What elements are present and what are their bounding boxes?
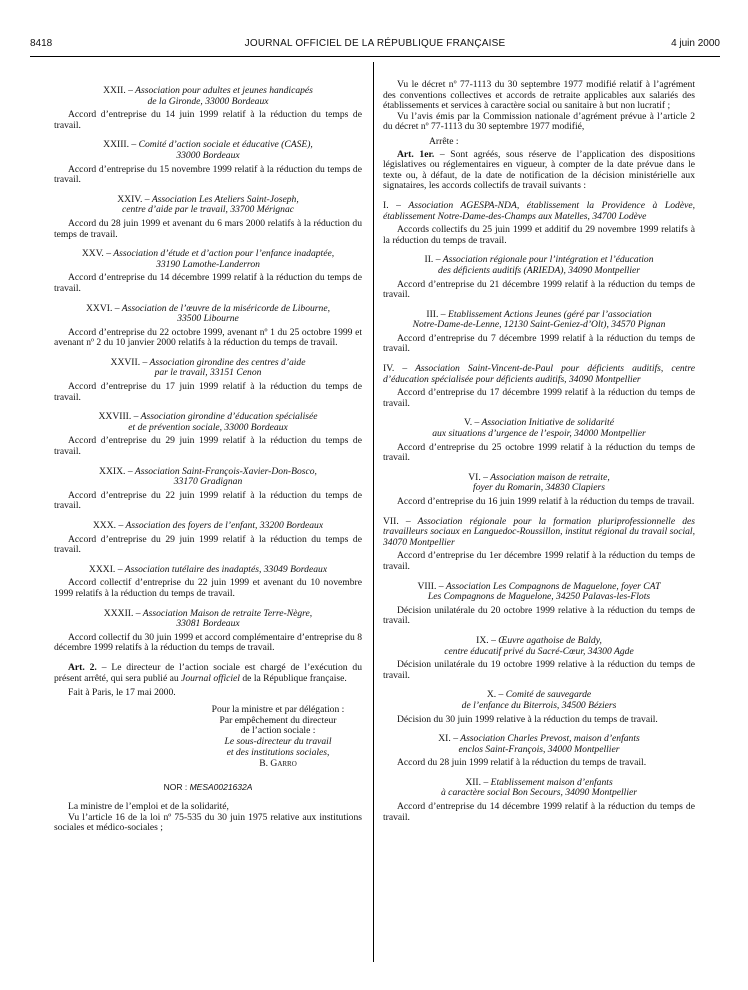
entry-name: – Etablissement maison d’enfants — [483, 776, 613, 788]
entry-name: – Association Les Ateliers Saint-Joseph, — [144, 193, 299, 205]
entry — [383, 517, 695, 573]
entry-name: – Comité de sauvegarde — [498, 689, 592, 701]
entry-heading — [54, 249, 362, 270]
right-column — [383, 80, 695, 832]
entry — [54, 86, 362, 131]
entry-number: XXVI. — [85, 302, 113, 314]
entry-name: – Association Saint-François-Xavier-Don-Bosco, — [127, 465, 317, 477]
entry-name: – Association Maison de retraite Terre-Nègre, — [135, 607, 313, 619]
entry-name: – Association Saint-Vincent-de-Paul pour déficients auditifs, centre d’éducation spécialisée pour déficients auditifs, 34090 Montpellier — [383, 363, 695, 385]
entry-heading — [54, 304, 362, 325]
entry-name: – Association Initiative de solidarité — [474, 417, 614, 429]
entry-heading — [54, 467, 362, 488]
nor-code: MESA0021632A — [189, 781, 253, 792]
entry-number: III. — [426, 308, 439, 320]
vu-avis: Vu l’avis émis par la Commission nationale d’agrément prévue à l’article 2 du décret nº 77-1113 du 30 septembre 1977 modifié, — [383, 110, 695, 133]
entry — [54, 412, 362, 457]
entry-number: XXXII. — [103, 607, 134, 619]
entry-name: – Association tutélaire des inadaptés, 33049 Bordeaux — [117, 563, 328, 575]
page-number: 8418 — [30, 38, 53, 49]
entry-name-line2: 33170 Gradignan — [173, 476, 243, 488]
entry — [383, 636, 695, 681]
entry-number: I. — [383, 199, 389, 211]
entry-name: – Œuvre agathoise de Baldy, — [491, 634, 602, 646]
article-2-italic: Journal officiel — [181, 672, 240, 684]
entry-name-line2: des déficients auditifs (ARIEDA), 34090 Montpellier — [438, 264, 640, 276]
entry-text: Accord d’entreprise du 25 octobre 1999 relatif à la réduction du temps de travail. — [383, 441, 695, 464]
entry-heading — [383, 636, 695, 657]
entry-number: X. — [486, 689, 497, 701]
entry-name: – Comité d’action sociale et éducative (CASE), — [131, 139, 313, 151]
entry-number: XXVIII. — [98, 411, 132, 423]
minister-line: La ministre de l’emploi et de la solidarité, — [68, 801, 229, 813]
entry-name: – Association d’étude et d’action pour l’enfance inadaptée, — [106, 248, 335, 260]
entry-text: Accord d’entreprise du 22 juin 1999 relatif à la réduction du temps de travail. — [54, 489, 362, 512]
entry-number: XXVII. — [110, 356, 141, 368]
entry — [54, 565, 362, 600]
entry-name-line2: Notre-Dame-de-Lenne, 12130 Saint-Geniez-d’Olt), 34570 Pignan — [412, 319, 666, 331]
entry — [54, 521, 362, 556]
entry-name-line2: de l’enfance du Biterrois, 34500 Béziers — [461, 699, 617, 711]
entry-name: – Association AGESPA-NDA, établissement la Providence à Lodève, établissement Notre-Dame-des-Champs aux Matelles, 34700 Lodève — [383, 199, 695, 222]
entry-number: VI. — [468, 471, 481, 483]
entry-number: II. — [424, 254, 434, 266]
entry-name-line2: 33081 Bordeaux — [176, 618, 240, 630]
right-entries — [383, 201, 695, 823]
done-at: Fait à Paris, le 17 mai 2000. — [68, 687, 176, 699]
signatory-name: B. Garro — [259, 757, 297, 769]
entry-name-line2: aux situations d’urgence de l’espoir, 34000 Montpellier — [432, 428, 646, 440]
entry-name: – Association régionale pour l’intégration et l’éducation — [435, 254, 654, 266]
entry — [54, 467, 362, 512]
entry — [383, 778, 695, 823]
entry-number: XXIV. — [117, 193, 143, 205]
entry-number: IX. — [476, 634, 489, 646]
nor-label: NOR : — [163, 781, 188, 792]
entry-text: Accords collectifs du 25 juin 1999 et additif du 29 novembre 1999 relatifs à la réduction du temps de travail. — [383, 224, 695, 246]
entry-name-line2: centre d’aide par le travail, 33700 Mérignac — [121, 204, 295, 216]
entry-text: Accord d’entreprise du 17 juin 1999 relatif à la réduction du temps de travail. — [54, 381, 362, 403]
entry-name: – Association girondine d’éducation spécialisée — [133, 411, 318, 423]
entry-heading — [383, 255, 695, 276]
signature-block — [194, 705, 362, 770]
entry-number: XXII. — [103, 85, 126, 96]
entry-name: – Association Charles Prevost, maison d’enfants — [453, 733, 640, 745]
entry-name-line2: foyer du Romarin, 34830 Clapiers — [473, 482, 605, 494]
entry — [383, 734, 695, 769]
entry-name-line2: par le travail, 33151 Cenon — [154, 367, 262, 379]
entry-number: XXIII. — [103, 139, 129, 151]
entry-number: XI. — [438, 733, 451, 745]
entry-text: Accord d’entreprise du 14 juin 1999 relatif à la réduction du temps de travail. — [54, 109, 362, 131]
entry — [54, 609, 362, 654]
entry-name-line2: enclos Saint-François, 34000 Montpellier — [458, 743, 620, 755]
vu-article: Vu l’article 16 de la loi nº 75-535 du 30 juin 1975 relative aux institutions sociales et médico-sociales ; — [54, 811, 362, 834]
entry-heading — [383, 201, 695, 222]
entry-text: Décision du 30 juin 1999 relative à la réduction du temps de travail. — [397, 713, 658, 725]
entry-text: Accord du 28 juin 1999 relatif à la réduction du temps de travail. — [397, 757, 647, 769]
entry-text: Accord d’entreprise du 29 juin 1999 relatif à la réduction du temps de travail. — [54, 533, 362, 556]
entry-heading — [54, 521, 362, 532]
column-divider — [373, 62, 374, 962]
entry — [383, 310, 695, 355]
entry-text: Accord d’entreprise du 7 décembre 1999 relatif à la réduction du temps de travail. — [383, 332, 695, 355]
entry — [54, 140, 362, 185]
entry-number: VII. — [383, 515, 399, 527]
entry-text: Décision unilatérale du 20 octobre 1999 relative à la réduction du temps de travail. — [383, 604, 695, 627]
entry-number: XXX. — [92, 520, 117, 531]
entry-text: Décision unilatérale du 19 octobre 1999 relative à la réduction du temps de travail. — [383, 659, 695, 681]
header-rule — [30, 56, 720, 57]
article-2-text: – Le directeur de l’action sociale est chargé de l’exécution du présent arrêté, qui sera publié au — [54, 661, 362, 684]
entry-name-line2: 33190 Lamothe-Landerron — [156, 258, 260, 270]
left-column — [54, 86, 362, 834]
entry — [54, 304, 362, 349]
entry-heading — [383, 473, 695, 494]
entry-text: Accord d’entreprise du 16 juin 1999 relatif à la réduction du temps de travail. — [397, 496, 695, 507]
entry-name-line2: de la Gironde, 33000 Bordeaux — [147, 95, 269, 107]
entry-text: Accord d’entreprise du 22 octobre 1999, avenant nº 1 du 25 octobre 1999 et avenant nº 2 du 10 janvier 2000 relatifs à la réduction du temps de travail. — [54, 326, 362, 349]
entry-heading — [383, 517, 695, 549]
entry-number: XXIX. — [99, 465, 126, 477]
vu-decret: Vu le décret nº 77-1113 du 30 septembre 1977 modifié relatif à l’agrément des conventions collectives et accords de retraite applicables aux salariés des établissements et services à caractère social ou sanitaire à but non lucratif ; — [383, 79, 695, 112]
entry-name: – Association de l’œuvre de la miséricorde de Libourne, — [114, 302, 330, 314]
entry-name: – Association régionale pour la formation pluriprofessionnelle des travailleurs sociaux en Languedoc-Roussillon, institut régional du travail social, 34070 Montpellier — [383, 515, 695, 548]
entry — [54, 195, 362, 240]
entry — [383, 418, 695, 463]
entry-number: VIII. — [417, 580, 437, 592]
entry-text: Accord d’entreprise du 21 décembre 1999 relatif à la réduction du temps de travail. — [383, 278, 695, 301]
issue-date: 4 juin 2000 — [671, 38, 720, 49]
article-1-text: – Sont agréés, sous réserve de l’application des dispositions législatives ou réglementaires en vigueur, à compter de la date prévue dans le texte ou, à défaut, de la date de notification de la décision ministérielle aux signataires, les accords collectifs de travail suivants : — [383, 148, 695, 192]
entry-heading — [54, 609, 362, 630]
entry — [383, 255, 695, 300]
entry-text: Accord d’entreprise du 14 décembre 1999 relatif à la réduction du temps de travail. — [54, 272, 362, 294]
entry-name: – Association maison de retraite, — [483, 471, 610, 483]
entry-number: XXV. — [81, 248, 104, 260]
entry-heading — [383, 690, 695, 711]
article-2-label: Art. 2. — [68, 661, 97, 673]
entry-name-line2: 33500 Libourne — [177, 313, 239, 325]
arrete: Arrête : — [429, 135, 459, 147]
entry-heading — [54, 140, 362, 161]
entry-heading — [383, 364, 695, 385]
entry-name-line2: à caractère social Bon Secours, 34090 Montpellier — [440, 787, 637, 799]
entry-text: Accord du 28 juin 1999 et avenant du 6 mars 2000 relatifs à la réduction du temps de travail. — [54, 217, 362, 240]
entry-heading — [54, 565, 362, 576]
entry-name: – Association Les Compagnons de Maguelone, foyer CAT — [438, 580, 661, 592]
entry-text: Accord d’entreprise du 15 novembre 1999 relatif à la réduction du temps de travail. — [54, 163, 362, 186]
entry-heading — [54, 86, 362, 107]
entry-text: Accord d’entreprise du 1er décembre 1999 relatif à la réduction du temps de travail. — [383, 550, 695, 572]
entry-number: XXXI. — [88, 563, 116, 575]
signature-line: de l’action sociale : — [240, 725, 316, 737]
entry-heading — [54, 412, 362, 433]
entry-name: – Association girondine des centres d’aide — [142, 356, 306, 368]
left-entries — [54, 86, 362, 654]
page-header — [30, 38, 720, 54]
entry-heading — [383, 418, 695, 439]
entry-heading — [383, 734, 695, 755]
entry-name-line2: centre éducatif privé du Sacré-Cœur, 34300 Agde — [444, 645, 634, 657]
nor-reference — [54, 782, 362, 793]
entry-heading — [383, 582, 695, 603]
entry-number: IV. — [383, 363, 395, 375]
entry-text: Accord d’entreprise du 17 décembre 1999 relatif à la réduction du temps de travail. — [383, 387, 695, 409]
signature-line: et des institutions sociales, — [226, 746, 330, 758]
entry-name: – Etablissement Actions Jeunes (géré par l’association — [440, 308, 652, 320]
entry-text: Accord d’entreprise du 29 juin 1999 relatif à la réduction du temps de travail. — [54, 435, 362, 458]
entry — [383, 201, 695, 246]
entry-name-line2: et de prévention sociale, 33000 Bordeaux — [128, 421, 288, 433]
signature-line: Pour la ministre et par délégation : — [211, 703, 345, 715]
entry — [383, 364, 695, 409]
entry-number: XII. — [465, 776, 482, 788]
article-2-end: de la République française. — [242, 672, 347, 684]
entry-text: Accord collectif du 30 juin 1999 et accord complémentaire d’entreprise du 8 décembre 1999 relatifs à la réduction du temps de travail. — [54, 631, 362, 654]
entry-name: – Association pour adultes et jeunes handicapés — [128, 85, 313, 96]
article-1 — [383, 150, 695, 192]
entry — [383, 582, 695, 627]
entry-text: Accord collectif d’entreprise du 22 juin 1999 et avenant du 10 novembre 1999 relatifs à la réduction du temps de travail. — [54, 577, 362, 599]
entry-number: V. — [464, 417, 473, 429]
article-1-label: Art. 1er. — [397, 148, 435, 160]
entry-heading — [54, 358, 362, 379]
entry-heading — [383, 778, 695, 799]
entry-name-line2: Les Compagnons de Maguelone, 34250 Palavas-les-Flots — [427, 591, 651, 603]
entry — [383, 473, 695, 508]
entry-name-line2: 33000 Bordeaux — [176, 149, 240, 161]
article-2 — [54, 663, 362, 684]
entry — [383, 690, 695, 725]
entry-heading — [54, 195, 362, 216]
signature-line: Le sous-directeur du travail — [224, 736, 332, 748]
entry — [54, 249, 362, 294]
entry — [54, 358, 362, 403]
journal-title: JOURNAL OFFICIEL DE LA RÉPUBLIQUE FRANÇAISE — [244, 38, 506, 49]
entry-name: – Association des foyers de l’enfant, 33200 Bordeaux — [118, 520, 324, 531]
entry-text: Accord d’entreprise du 14 décembre 1999 relatif à la réduction du temps de travail. — [383, 801, 695, 823]
signature-line: Par empêchement du directeur — [219, 714, 337, 726]
entry-heading — [383, 310, 695, 331]
